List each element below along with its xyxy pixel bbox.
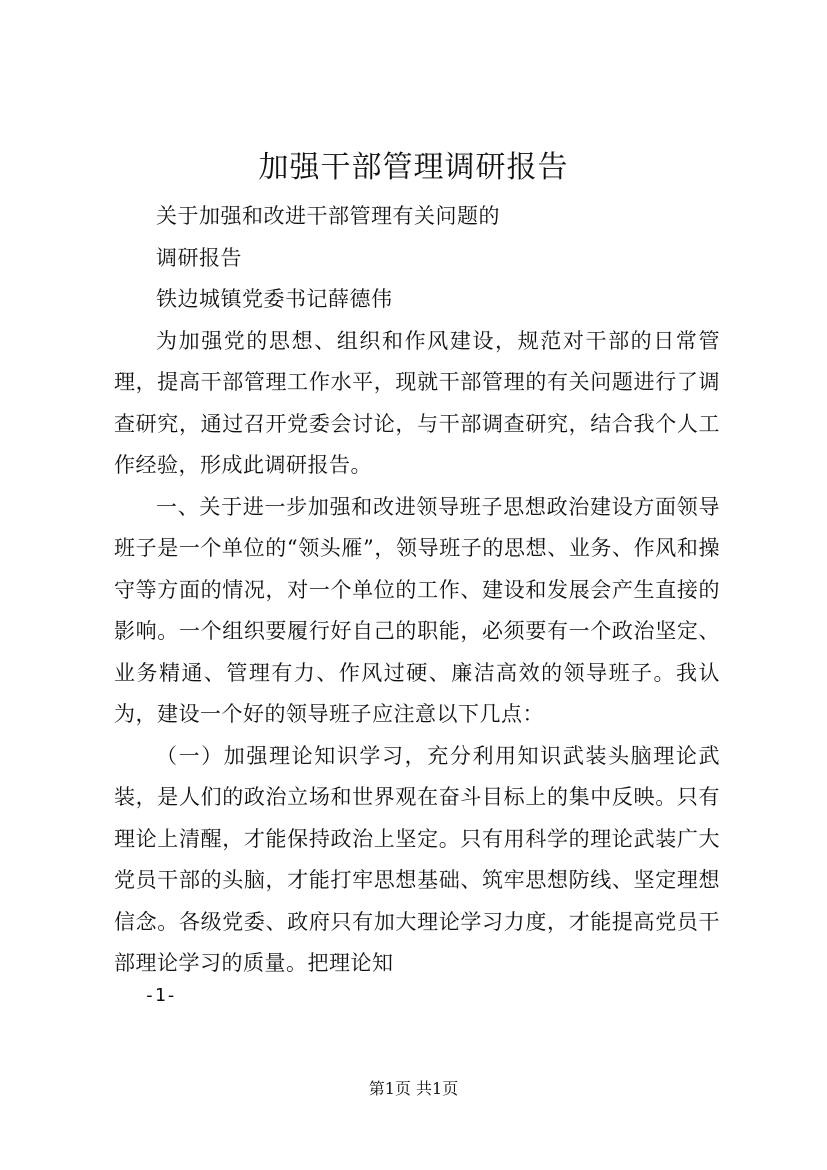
paragraph-section-one: 一、关于进一步加强和改进领导班子思想政治建设方面领导班子是一个单位的“领头雁”，领导班子的思想、业务、作风和操守等方面的情况，对一个单位的工作、建设和发展会产生直接的影响。一个组织要履行好自己的职能，必须要有一个政治坚定、业务精通、管理有力、作风过硬、廉洁高效的领导班子。我认为，建设一个好的领导班子应注意以下几点： (114, 494, 720, 726)
page-marker: -1- (144, 985, 177, 1006)
document-title: 加强干部管理调研报告 (258, 150, 569, 185)
subtitle-line-2: 调研报告 (156, 245, 242, 270)
subtitle-line-1: 关于加强和改进干部管理有关问题的 (156, 204, 500, 228)
document-body (114, 196, 720, 985)
page-footer: 第1页 共1页 (368, 1079, 459, 1098)
paragraph-subsection-one: （一）加强理论知识学习，充分利用知识武装头脑理论武装，是人们的政治立场和世界观在奋斗目标上的集中反映。只有理论上清醒，才能保持政治上坚定。只有用科学的理论武装广大党员干部的头脑，才能打牢思想基础、筑牢思想防线、坚定理想信念。各级党委、政府只有加大理论学习力度，才能提高党员干部理论学习的质量。把理论知 (114, 743, 720, 975)
author-line: 铁边城镇党委书记薛德伟 (156, 287, 393, 311)
paragraph-intro: 为加强党的思想、组织和作风建设，规范对干部的日常管理，提高干部管理工作水平，现就干部管理的有关问题进行了调查研究，通过召开党委会讨论，与干部调查研究，结合我个人工作经验，形成此调研报告。 (114, 328, 720, 477)
